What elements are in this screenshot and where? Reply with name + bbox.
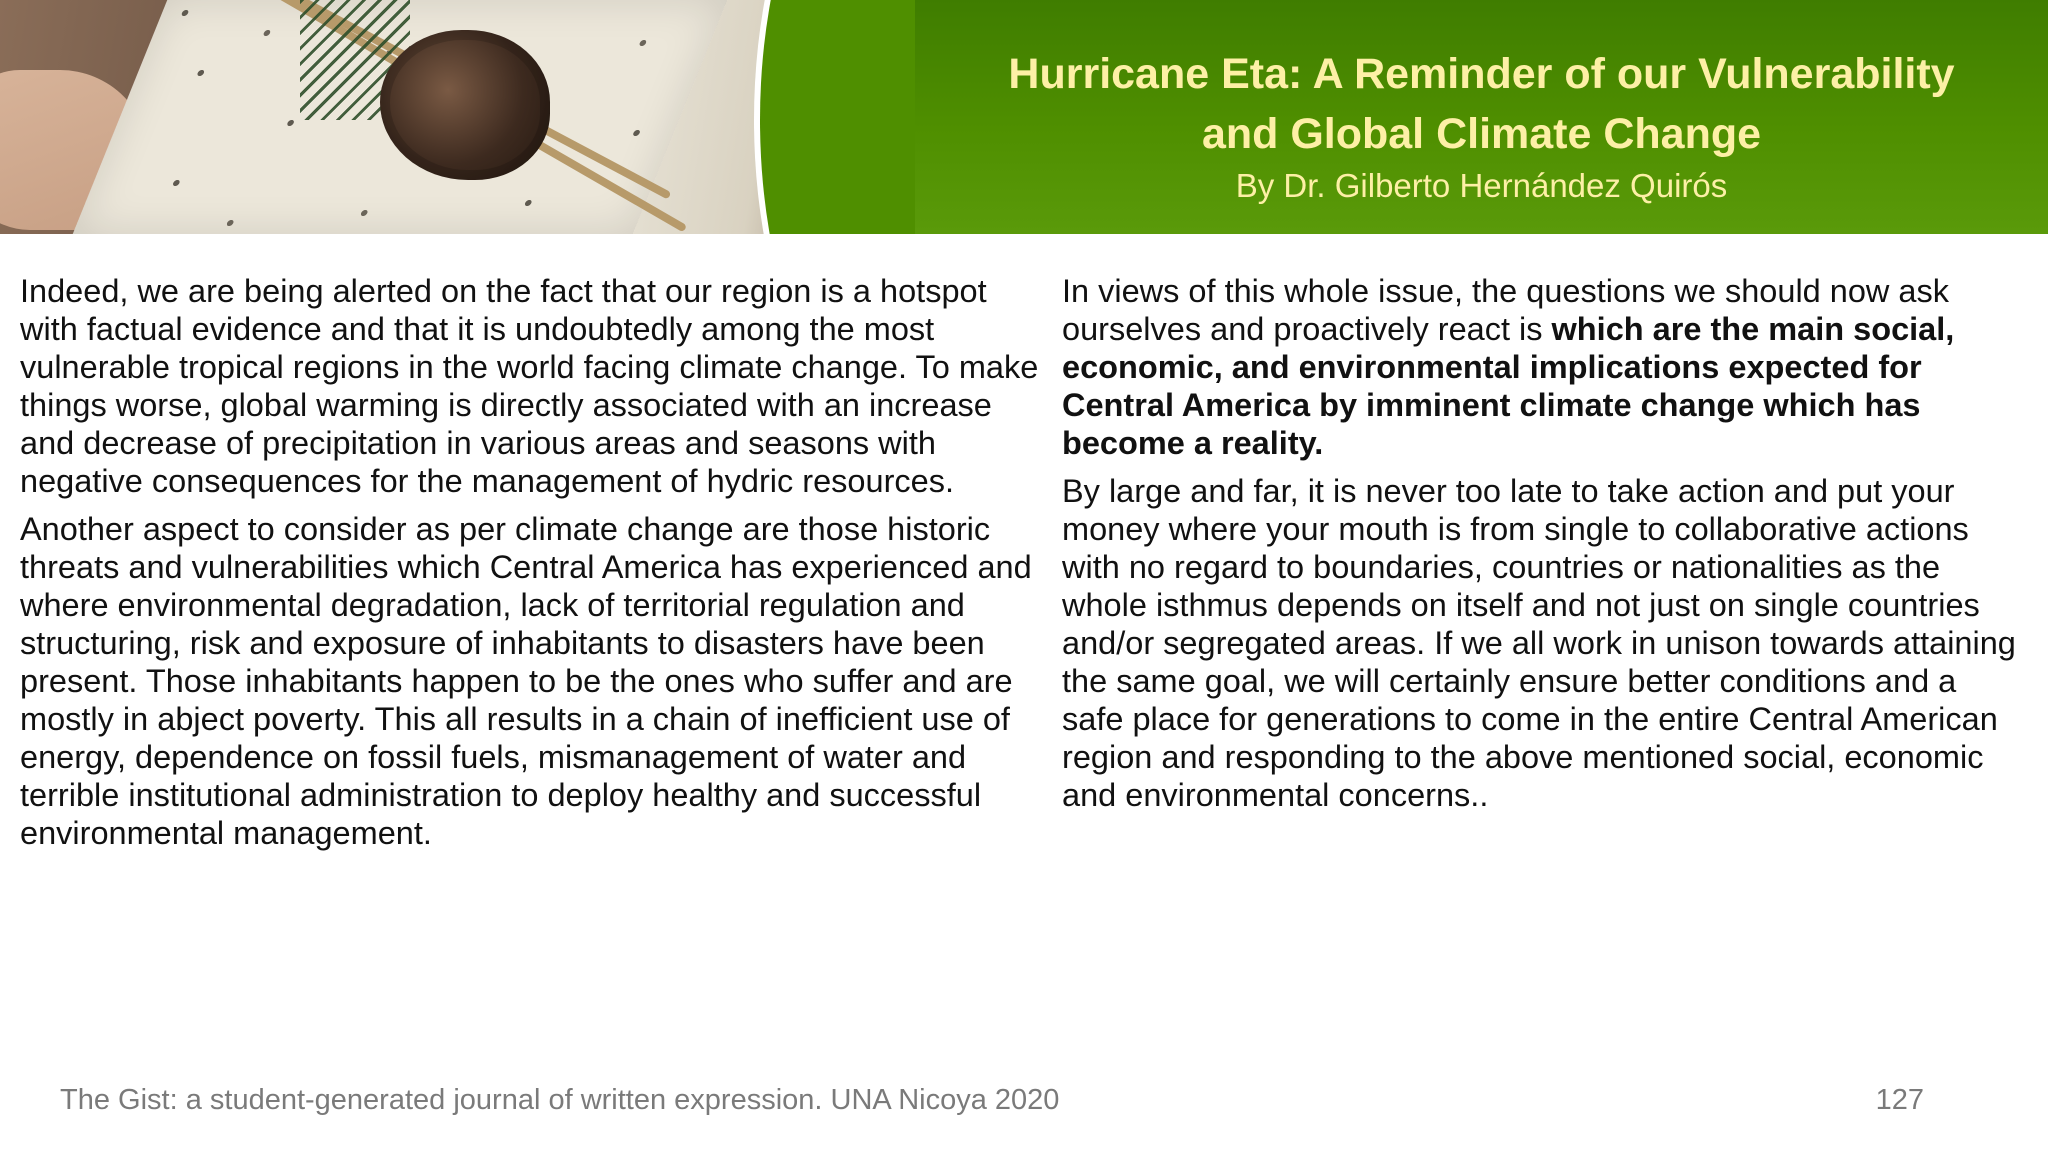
- left-column: [20, 272, 1050, 862]
- right-paragraph-1-intro: In views of this whole issue, the questions we should now ask ourselves and proactively react is: [1062, 273, 1950, 347]
- footer-journal-text: The Gist: a student-generated journal of written expression. UNA Nicoya 2020: [60, 1084, 1060, 1116]
- header-band: [0, 0, 2048, 234]
- article-title-line-1: Hurricane Eta: A Reminder of our Vulnerability: [1008, 50, 1955, 98]
- left-paragraph-2: Another aspect to consider as per climate change are those historic threats and vulnerabilities which Central America has experienced and where environmental degradation, lack of territorial regulation and structuring, risk and exposure of inhabitants to disasters have been present. Those inhabitants happen to be the ones who suffer and are mostly in abject poverty. This all results in a chain of inefficient use of energy, dependence on fossil fuels, mismanagement of water and terrible institutional administration to deploy healthy and successful environmental management.: [20, 511, 1032, 851]
- right-paragraph-2: By large and far, it is never too late to take action and put your money where your mouth is from single to collaborative actions with no regard to boundaries, countries or nationalities as the whole isthmus depends on itself and not just on single countries and/or segregated areas. If we all work in unison towards attaining the same goal, we will certainly ensure better conditions and a safe place for generations to come in the entire Central American region and responding to the above mentioned social, economic and environmental concerns..: [1062, 473, 2016, 813]
- left-paragraph-1: Indeed, we are being alerted on the fact that our region is a hotspot with factual evidence and that it is undoubtedly among the most vulnerable tropical regions in the world facing climate change. To make things worse, global warming is directly associated with an increase and decrease of precipitation in various areas and seasons with negative consequences for the management of hydric resources.: [20, 273, 1039, 499]
- header-photo: [0, 0, 915, 234]
- author-byline: By Dr. Gilberto Hernández Quirós: [1235, 167, 1728, 204]
- pinecone-image: [380, 30, 550, 180]
- right-column: [1062, 272, 2022, 824]
- photo-arc-divider: [760, 0, 915, 234]
- page-number: 127: [1875, 1084, 1924, 1116]
- right-paragraph-1: [1062, 272, 2022, 462]
- article-title-line-2: and Global Climate Change: [1201, 110, 1762, 158]
- right-paragraph-1-bold: which are the main social, economic, and environmental implications expected for Central America by imminent climate change which has become a reality.: [1062, 311, 1955, 461]
- title-block: [915, 0, 2048, 234]
